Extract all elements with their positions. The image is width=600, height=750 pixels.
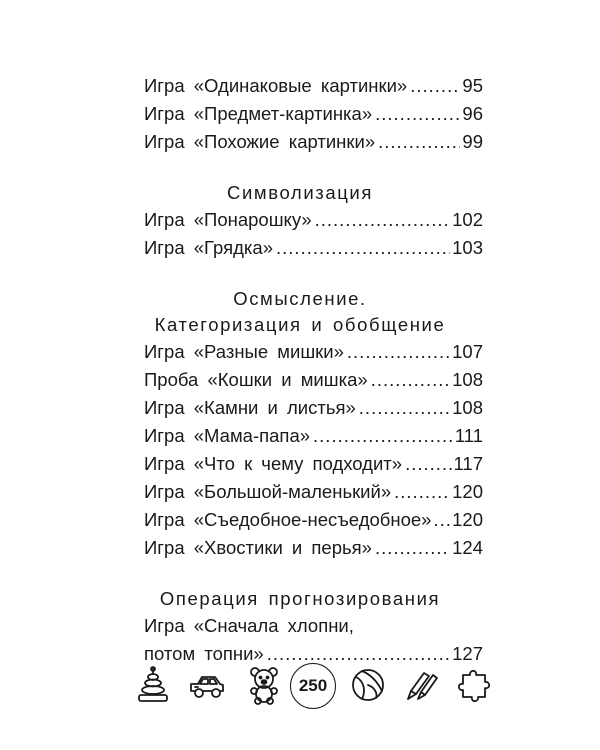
entry-page-number: 120 — [452, 481, 483, 502]
dot-leader — [276, 234, 450, 262]
entry-page-number: 103 — [452, 237, 483, 258]
dot-leader — [313, 422, 453, 450]
toy-car-icon — [187, 665, 227, 705]
section-heading: Категоризация и обобщение — [154, 314, 446, 335]
dot-leader — [315, 206, 451, 234]
entry-page-number: 108 — [452, 369, 483, 390]
dot-leader — [267, 640, 450, 668]
entry-page-number: 102 — [452, 209, 483, 230]
dot-leader — [375, 100, 460, 128]
entry-page-number: 117 — [453, 453, 483, 474]
toc-entry[interactable] — [144, 128, 483, 156]
toc-entry[interactable] — [144, 366, 483, 394]
toc-entry[interactable] — [144, 338, 483, 366]
entry-page-number: 111 — [454, 425, 483, 446]
toc-entry[interactable] — [144, 394, 483, 422]
puzzle-piece-icon — [455, 665, 495, 705]
entry-page-number: 124 — [452, 537, 483, 558]
entry-page-number: 120 — [452, 509, 483, 530]
entry-title: Игра «Съедобное-несъедобное» — [144, 509, 432, 530]
entry-title: Игра «Сначала хлопни, — [144, 615, 354, 636]
entry-page-number: 96 — [462, 103, 483, 124]
dot-leader — [405, 450, 451, 478]
toc-entry[interactable] — [144, 234, 483, 262]
toc-entry[interactable] — [144, 206, 483, 234]
dot-leader — [359, 394, 450, 422]
toc-entry[interactable] — [144, 612, 483, 668]
dot-leader — [433, 506, 450, 534]
ball-icon — [348, 665, 388, 705]
toc-entry[interactable] — [144, 506, 483, 534]
entry-title: Игра «Камни и листья» — [144, 397, 356, 418]
entry-title: Игра «Хвостики и перья» — [144, 537, 372, 558]
stacking-rings-icon — [133, 665, 173, 705]
toc-entry[interactable] — [144, 478, 483, 506]
entry-page-number: 127 — [452, 643, 483, 664]
entry-title: Игра «Одинаковые картинки» — [144, 75, 408, 96]
entry-page-number: 108 — [452, 397, 483, 418]
entry-title: Проба «Кошки и мишка» — [144, 369, 368, 390]
dot-leader — [347, 338, 450, 366]
entry-title: Игра «Предмет-картинка» — [144, 103, 373, 124]
entry-title: Игра «Разные мишки» — [144, 341, 344, 362]
page-number: 250 — [290, 663, 336, 709]
entry-page-number: 95 — [462, 75, 483, 96]
pencils-icon — [402, 665, 442, 705]
dot-leader — [375, 534, 450, 562]
entry-title: Игра «Мама-папа» — [144, 425, 311, 446]
entry-page-number: 107 — [452, 341, 483, 362]
toc-entry[interactable] — [144, 72, 483, 100]
entry-title: Игра «Понарошку» — [144, 209, 312, 230]
entry-title: Игра «Грядка» — [144, 237, 274, 258]
dot-leader — [410, 72, 460, 100]
toc-entry[interactable] — [144, 422, 483, 450]
toc-entry[interactable] — [144, 450, 483, 478]
entry-page-number: 99 — [462, 131, 483, 152]
section-heading: Осмысление. — [233, 288, 367, 309]
toc-entry[interactable] — [144, 100, 483, 128]
dot-leader — [378, 128, 460, 156]
section-heading: Операция прогнозирования — [159, 588, 441, 609]
section-heading: Символизация — [227, 182, 373, 203]
dot-leader — [394, 478, 450, 506]
entry-title: Игра «Что к чему подходит» — [144, 453, 403, 474]
dot-leader — [371, 366, 450, 394]
toc-entry[interactable] — [144, 534, 483, 562]
teddy-bear-icon — [244, 665, 284, 705]
entry-title: Игра «Большой-маленький» — [144, 481, 392, 502]
entry-title: Игра «Похожие картинки» — [144, 131, 376, 152]
entry-title: потом топни» — [144, 643, 264, 664]
